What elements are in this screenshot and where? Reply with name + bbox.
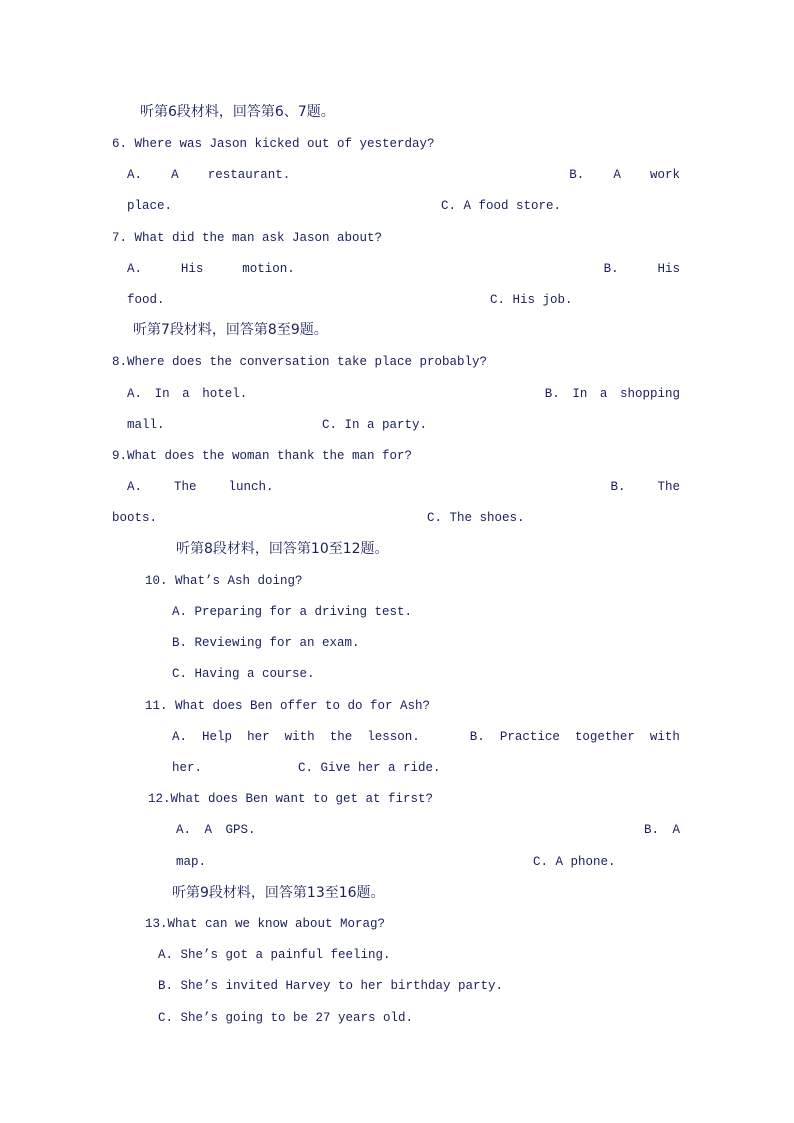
- q12-options-line: [176, 820, 680, 840]
- q9-opt-b-tail: boots.: [112, 511, 158, 525]
- q8-opt-b-word: a: [599, 387, 608, 401]
- q13-opt-c: C. She’s going to be 27 years old.: [158, 1011, 414, 1025]
- q7-opt-b-tail: food.: [127, 293, 165, 307]
- q12-opt-b-tail: map.: [176, 855, 207, 869]
- q7-opt-a-letter: A.: [127, 262, 143, 276]
- q9-opt-c: C. The shoes.: [427, 511, 525, 525]
- question-8: 8.Where does the conversation take place probably?: [112, 355, 488, 369]
- q6-opt-a-word: restaurant.: [207, 168, 291, 182]
- q11-opt-a-word: lesson.: [367, 730, 420, 744]
- q8-opt-b-letter: B.: [544, 387, 560, 401]
- section-heading-7: 听第7段材料，回答第8至9题。: [133, 322, 328, 338]
- q6-opt-a-letter: A.: [127, 168, 143, 182]
- q11-opt-a-word: Help: [202, 730, 233, 744]
- q12-opt-b-word: A: [672, 823, 680, 837]
- q8-opt-a-word: a: [182, 387, 190, 401]
- q6-opt-a-word: A: [171, 168, 179, 182]
- q12-opt-a-letter: A.: [176, 823, 192, 837]
- section-heading-8: 听第8段材料，回答第10至12题。: [176, 541, 389, 557]
- q12-opt-c: C. A phone.: [533, 855, 616, 869]
- q10-opt-c: C. Having a course.: [172, 667, 315, 681]
- q11-opt-a-letter: A.: [172, 730, 188, 744]
- q7-opt-c: C. His job.: [490, 293, 573, 307]
- q7-opt-a-word: motion.: [242, 262, 295, 276]
- q7-opt-b-letter: B.: [603, 262, 619, 276]
- question-6: 6. Where was Jason kicked out of yesterday?: [112, 137, 435, 151]
- q8-opt-a-word: In: [154, 387, 170, 401]
- q7-opt-a-word: His: [180, 262, 204, 276]
- q11-opt-b-tail: her.: [172, 761, 203, 775]
- section-heading-6: 听第6段材料，回答第6、7题。: [140, 104, 335, 120]
- q6-opt-b-word: A: [613, 168, 621, 182]
- q11-opt-b-letter: B.: [469, 730, 485, 744]
- q8-opt-b-word: shopping: [619, 387, 680, 401]
- q9-opt-a-word: The: [173, 480, 197, 494]
- q11-opt-b-word: with: [649, 730, 680, 744]
- q7-opt-b-word: His: [657, 262, 680, 276]
- q8-opt-a-letter: A.: [127, 387, 143, 401]
- q9-opt-b-letter: B.: [610, 480, 626, 494]
- q6-opt-c: C. A food store.: [441, 199, 562, 213]
- question-7: 7. What did the man ask Jason about?: [112, 231, 383, 245]
- q11-opt-b-word: together: [574, 730, 635, 744]
- q11-opt-a-word: the: [329, 730, 353, 744]
- q9-opt-b-word: The: [657, 480, 680, 494]
- q13-opt-a: A. She’s got a painful feeling.: [158, 948, 391, 962]
- q12-opt-a-word: GPS.: [225, 823, 256, 837]
- question-9: 9.What does the woman thank the man for?: [112, 449, 413, 463]
- q11-opt-a-word: her: [247, 730, 270, 744]
- q8-opt-b-word: In: [572, 387, 588, 401]
- question-11: 11. What does Ben offer to do for Ash?: [145, 699, 431, 713]
- q8-opt-b-tail: mall.: [127, 418, 165, 432]
- q7-options-line: [127, 259, 680, 279]
- q9-opt-a-letter: A.: [127, 480, 143, 494]
- q10-opt-a: A. Preparing for a driving test.: [172, 605, 413, 619]
- q9-opt-a-word: lunch.: [228, 480, 274, 494]
- q13-opt-b: B. She’s invited Harvey to her birthday party.: [158, 979, 504, 993]
- q11-opt-a-word: with: [284, 730, 315, 744]
- section-heading-9: 听第9段材料，回答第13至16题。: [172, 885, 385, 901]
- question-10: 10. What’s Ash doing?: [145, 574, 303, 588]
- q12-opt-b-letter: B.: [643, 823, 659, 837]
- q11-opt-c: C. Give her a ride.: [298, 761, 441, 775]
- q11-options-line: [172, 727, 680, 747]
- question-13: 13.What can we know about Morag?: [145, 917, 386, 931]
- q9-options-line: [127, 477, 680, 497]
- q12-opt-a-word: A: [204, 823, 212, 837]
- question-12: 12.What does Ben want to get at first?: [148, 792, 434, 806]
- q8-opt-c: C. In a party.: [322, 418, 428, 432]
- q6-opt-b-tail: place.: [127, 199, 173, 213]
- q8-opt-a-word: hotel.: [202, 387, 248, 401]
- q6-options-line: [127, 165, 680, 185]
- q11-opt-b-word: Practice: [499, 730, 560, 744]
- q6-opt-b-letter: B.: [569, 168, 585, 182]
- q6-opt-b-word: work: [649, 168, 680, 182]
- q10-opt-b: B. Reviewing for an exam.: [172, 636, 360, 650]
- q8-options-line: [127, 384, 680, 404]
